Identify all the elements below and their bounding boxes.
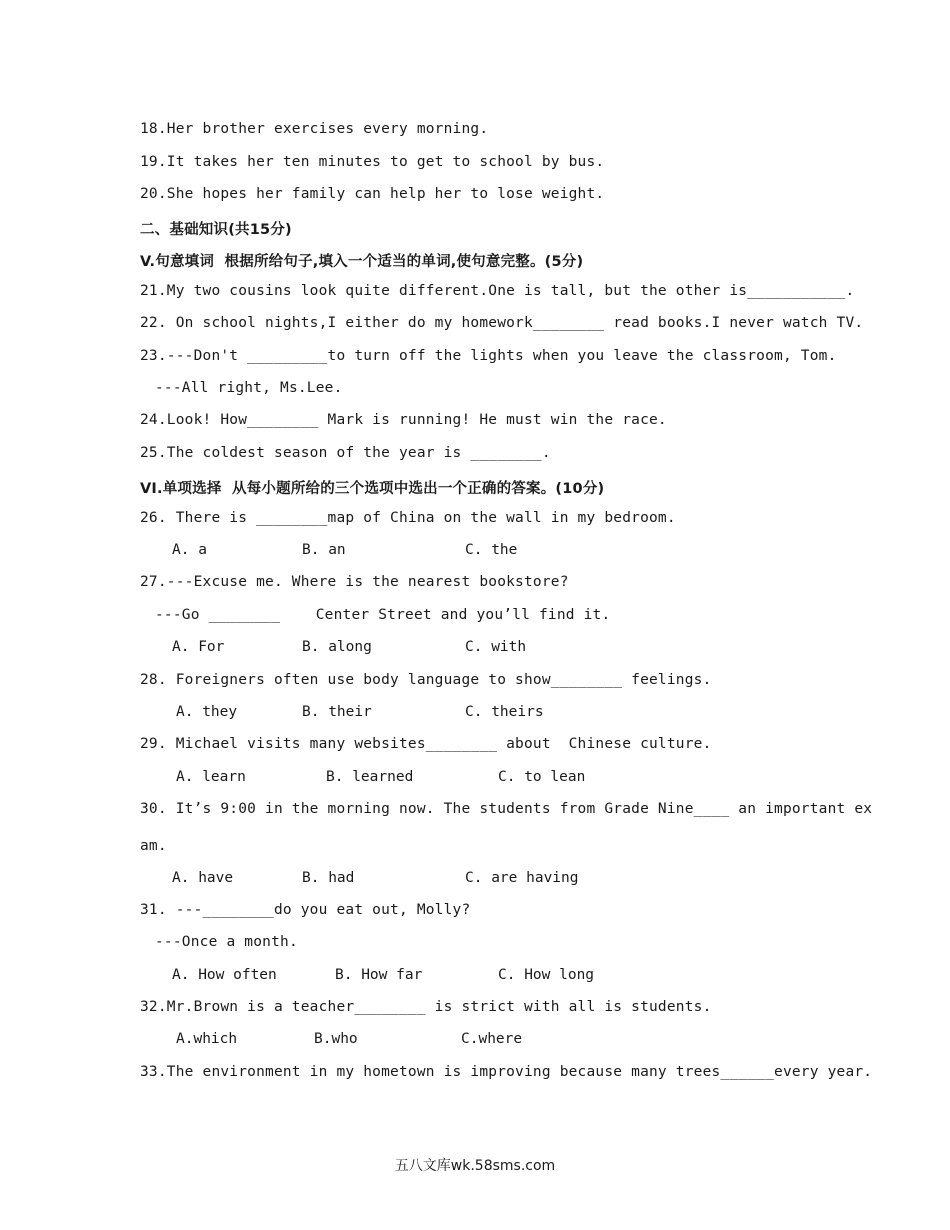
option-b: B. had — [302, 870, 355, 886]
option-a: A. How often — [172, 967, 277, 983]
question-26: 26. There is ________map of China on the wall in my bedroom. — [140, 510, 676, 526]
question-21: 21.My two cousins look quite different.One is tall, but the other is___________. — [140, 283, 855, 299]
option-b: B. along — [302, 639, 372, 655]
option-c: C. with — [465, 639, 527, 655]
option-c: C. How long — [498, 967, 595, 983]
question-31: 31. ---________do you eat out, Molly? — [140, 902, 471, 918]
option-b: B. an — [302, 542, 346, 558]
question-23: 23.---Don't _________to turn off the lights when you leave the classroom, Tom. — [140, 348, 837, 364]
option-c: C.where — [461, 1031, 523, 1047]
option-b: B. learned — [326, 769, 414, 785]
option-c: C. are having — [465, 870, 579, 886]
question-25: 25.The coldest season of the year is ________. — [140, 445, 551, 461]
option-c: C. the — [465, 542, 518, 558]
option-b: B. their — [302, 704, 372, 720]
question-31-reply: ---Once a month. — [155, 934, 298, 950]
page-footer: 五八文库wk.58sms.com — [394, 1158, 556, 1174]
question-30: 30. It’s 9:00 in the morning now. The students from Grade Nine____ an important ex — [140, 801, 873, 817]
option-b: B. How far — [335, 967, 423, 983]
option-a: A. learn — [176, 769, 246, 785]
question-29: 29. Michael visits many websites________ about Chinese culture. — [140, 736, 712, 752]
option-a: A. a — [172, 542, 207, 558]
section-heading-multiple-choice: VI.单项选择 从每小题所给的三个选项中选出一个正确的答案。(10分) — [140, 481, 605, 497]
question-23-reply: ---All right, Ms.Lee. — [155, 380, 343, 396]
question-28: 28. Foreigners often use body language to show________ feelings. — [140, 672, 712, 688]
question-24: 24.Look! How________ Mark is running! He must win the race. — [140, 412, 667, 428]
line-20: 20.She hopes her family can help her to lose weight. — [140, 186, 605, 202]
question-30-continued: am. — [140, 838, 167, 854]
option-a: A. For — [172, 639, 225, 655]
question-27-reply: ---Go ________ Center Street and you’ll find it. — [155, 607, 611, 623]
question-32: 32.Mr.Brown is a teacher________ is strict with all is students. — [140, 999, 712, 1015]
section-heading-basic-knowledge: 二、基础知识(共15分) — [140, 222, 292, 238]
question-33: 33.The environment in my hometown is improving because many trees______every year. — [140, 1064, 873, 1080]
line-18: 18.Her brother exercises every morning. — [140, 121, 489, 137]
question-27: 27.---Excuse me. Where is the nearest bookstore? — [140, 574, 569, 590]
option-a: A.which — [176, 1031, 238, 1047]
option-a: A. they — [176, 704, 238, 720]
option-c: C. to lean — [498, 769, 586, 785]
option-a: A. have — [172, 870, 234, 886]
question-22: 22. On school nights,I either do my homework________ read books.I never watch TV. — [140, 315, 864, 331]
option-b: B.who — [314, 1031, 358, 1047]
section-heading-fill-words: V.句意填词 根据所给句子,填入一个适当的单词,使句意完整。(5分) — [140, 254, 584, 270]
line-19: 19.It takes her ten minutes to get to school by bus. — [140, 154, 605, 170]
option-c: C. theirs — [465, 704, 544, 720]
